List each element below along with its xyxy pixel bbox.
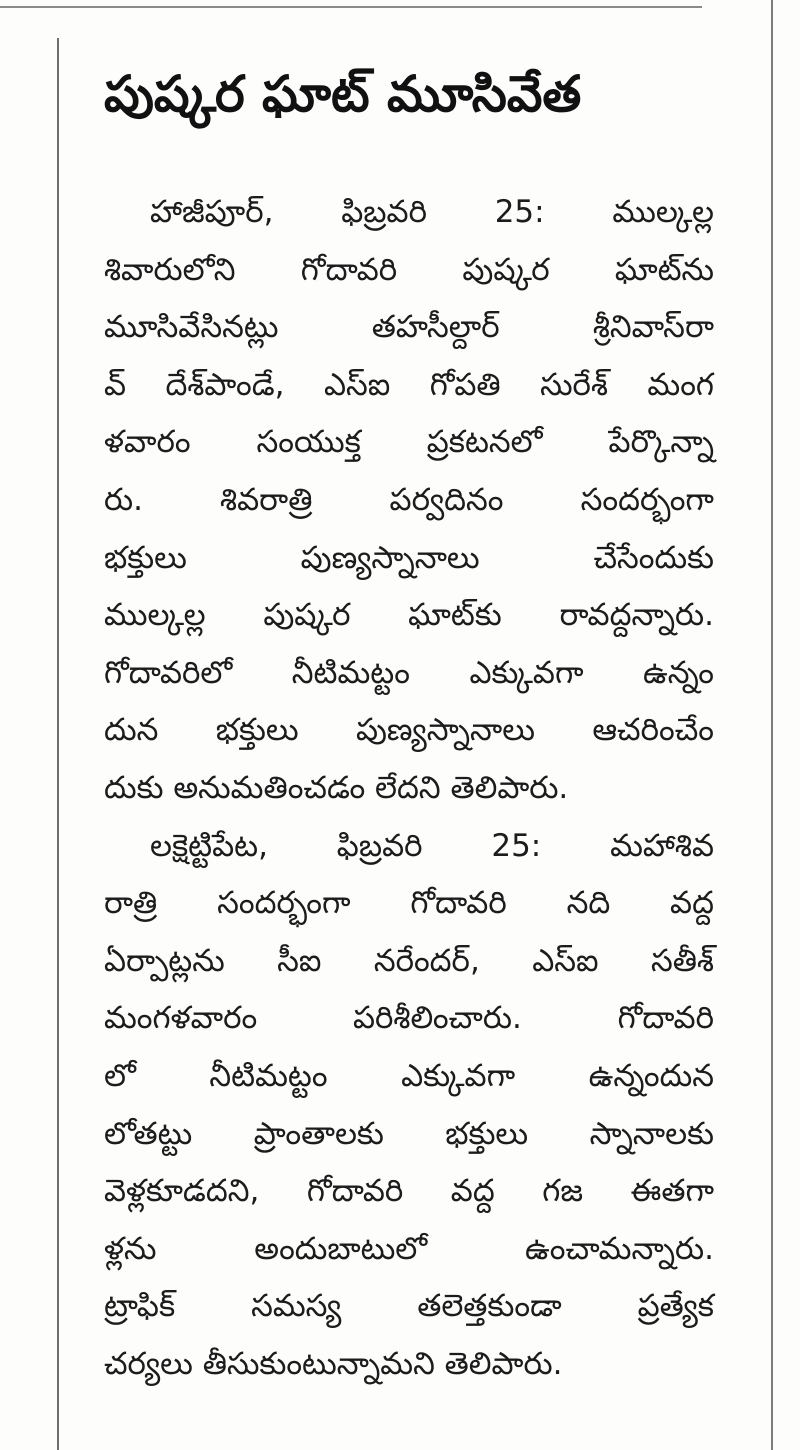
article-line: వెళ్లకూడదని, గోదావరి వద్ద గజ ఈతగా: [104, 1173, 714, 1210]
article-line: ముల్కల్ల పుష్కర ఘాట్‌కు రావద్దన్నారు.: [104, 597, 714, 634]
news-article: [104, 40, 714, 1393]
article-line: శివారులోని గోదావరి పుష్కర ఘాట్‌ను: [104, 251, 714, 288]
article-line: లోతట్టు ప్రాంతాలకు భక్తులు స్నానాలకు: [104, 1115, 714, 1152]
article-line: ళ్లను అందుబాటులో ఉంచామన్నారు.: [104, 1230, 714, 1267]
article-line: మంగళవారం పరిశీలించారు. గోదావరి: [104, 1000, 714, 1037]
article-line: లో నీటిమట్టం ఎక్కువగా ఉన్నందున: [104, 1057, 714, 1094]
article-line: ఏర్పాట్లను సీఐ నరేందర్, ఎస్‌ఐ సతీశ్: [104, 942, 714, 979]
article-line: దున భక్తులు పుణ్యస్నానాలు ఆచరించేం: [104, 712, 714, 749]
article-headline: పుష్కర ఘాట్ మూసివేత: [104, 65, 582, 123]
article-line: రాత్రి సందర్భంగా గోదావరి నది వద్ద: [104, 885, 714, 922]
left-column-rule: [57, 38, 59, 1450]
article-line: హాజీపూర్, ఫిబ్రవరి 25: ముల్కల్ల: [150, 194, 714, 230]
article-line: భక్తులు పుణ్యస్నానాలు చేసేందుకు: [104, 539, 714, 576]
article-body: [104, 184, 714, 1393]
article-line: మూసివేసినట్లు తహసీల్దార్ శ్రీనివాస్‌రా: [104, 309, 714, 346]
article-line: గోదావరిలో నీటిమట్టం ఎక్కువగా ఉన్నం: [104, 654, 714, 691]
article-line: వ్ దేశ్‌పాండే, ఎస్‌ఐ గోపతి సురేశ్ మంగ: [104, 366, 714, 403]
article-line: లక్షెట్టిపేట, ఫిబ్రవరి 25: మహాశివ: [150, 827, 714, 864]
top-column-rule: [0, 6, 702, 8]
article-line: రు. శివరాత్రి పర్వదినం సందర్భంగా: [104, 481, 714, 518]
article-line: దుకు అనుమతించడం లేదని తెలిపారు.: [104, 769, 569, 806]
article-line: ట్రాఫిక్ సమస్య తలెత్తకుండా ప్రత్యేక: [104, 1288, 714, 1325]
right-column-rule: [771, 0, 773, 1450]
article-line: చర్యలు తీసుకుంటున్నామని తెలిపారు.: [104, 1345, 563, 1382]
article-line: ళవారం సంయుక్త ప్రకటనలో పేర్కొన్నా: [104, 424, 714, 461]
